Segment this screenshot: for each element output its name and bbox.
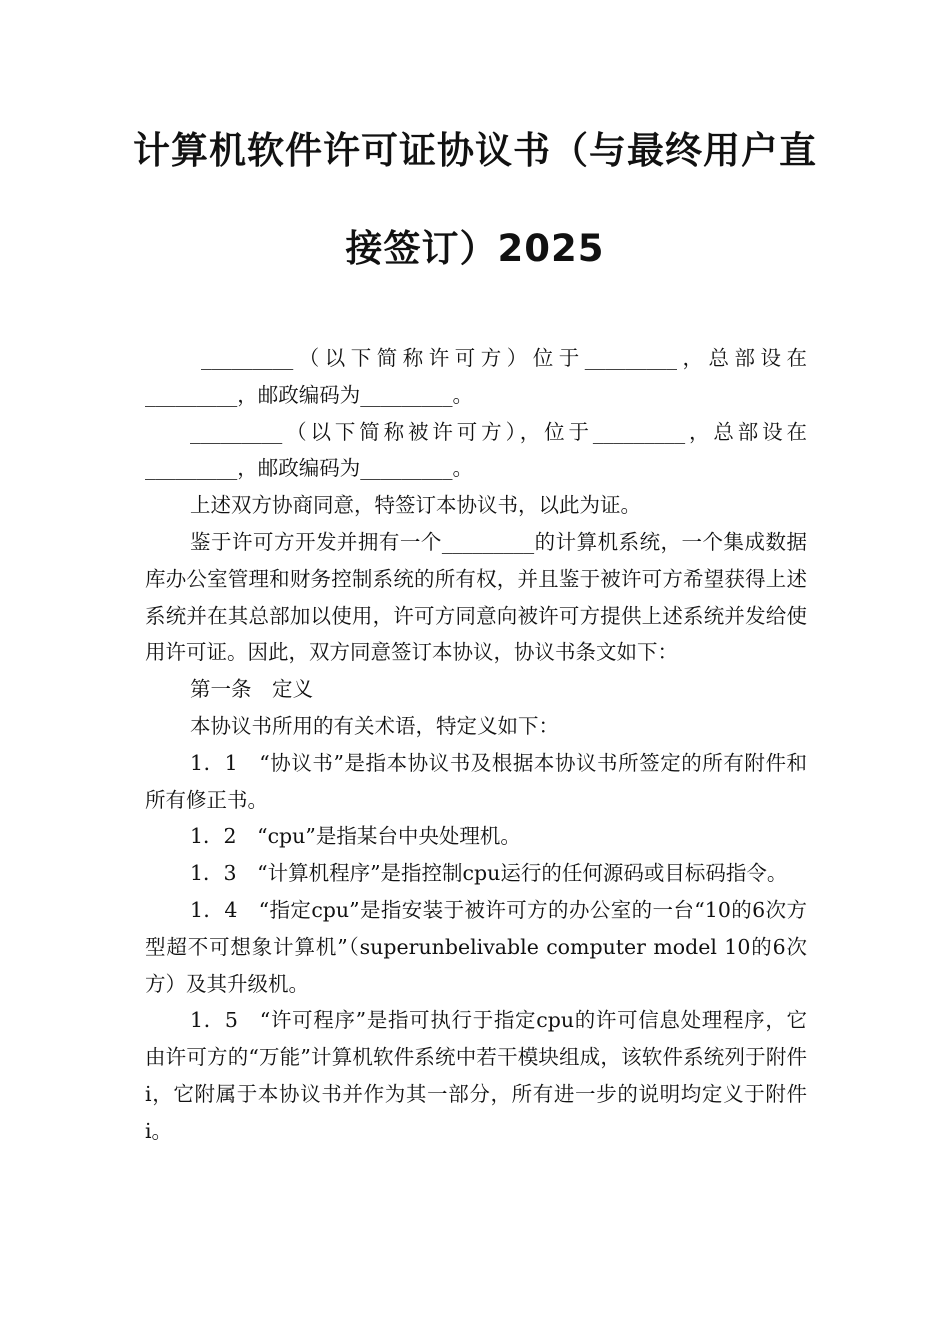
licensor-paragraph: _________（以下简称许可方）位于_________，总部设在_________，邮政编码为_________。 [145,346,807,407]
document-body [145,340,807,1150]
definition-1-4: 1．4 “指定cpu”是指安装于被许可方的办公室的一台“10的6次方型超不可想象计算机”（superunbelivable computer model 10的6次方）及其升级机。 [145,897,807,996]
article-1-heading: 第一条 定义 [190,677,313,702]
licensee-paragraph: _________（以下简称被许可方），位于_________，总部设在_________，邮政编码为_________。 [145,419,807,481]
document-title-line-2: 接签订）2025 [345,227,605,270]
definition-1-1: 1．1 “协议书”是指本协议书及根据本协议书所签定的所有附件和所有修正书。 [145,750,807,812]
document-title-line-1: 计算机软件许可证协议书（与最终用户直 [133,129,817,172]
definition-1-2: 1．2 “cpu”是指某台中央处理机。 [190,824,521,849]
whereas-paragraph: 鉴于许可方开发并拥有一个_________的计算机系统，一个集成数据库办公室管理和财务控制系统的所有权，并且鉴于被许可方希望获得上述系统并在其总部加以使用，许可方同意向被许可方提供上述系统并发给使用许可证。因此，双方同意签订本协议，协议书条文如下： [145,529,807,665]
agreement-statement-paragraph: 上述双方协商同意，特签订本协议书，以此为证。 [190,493,641,518]
definitions-intro-paragraph: 本协议书所用的有关术语，特定义如下： [190,713,559,738]
definition-1-3: 1．3 “计算机程序”是指控制cpu运行的任何源码或目标码指令。 [190,861,788,886]
definition-1-5: 1．5 “许可程序”是指可执行于指定cpu的许可信息处理程序，它由许可方的“万能”计算机软件系统中若干模块组成，该软件系统列于附件i，它附属于本协议书并作为其一部分，所有进一步的说明均定义于附件i。 [145,1008,807,1143]
